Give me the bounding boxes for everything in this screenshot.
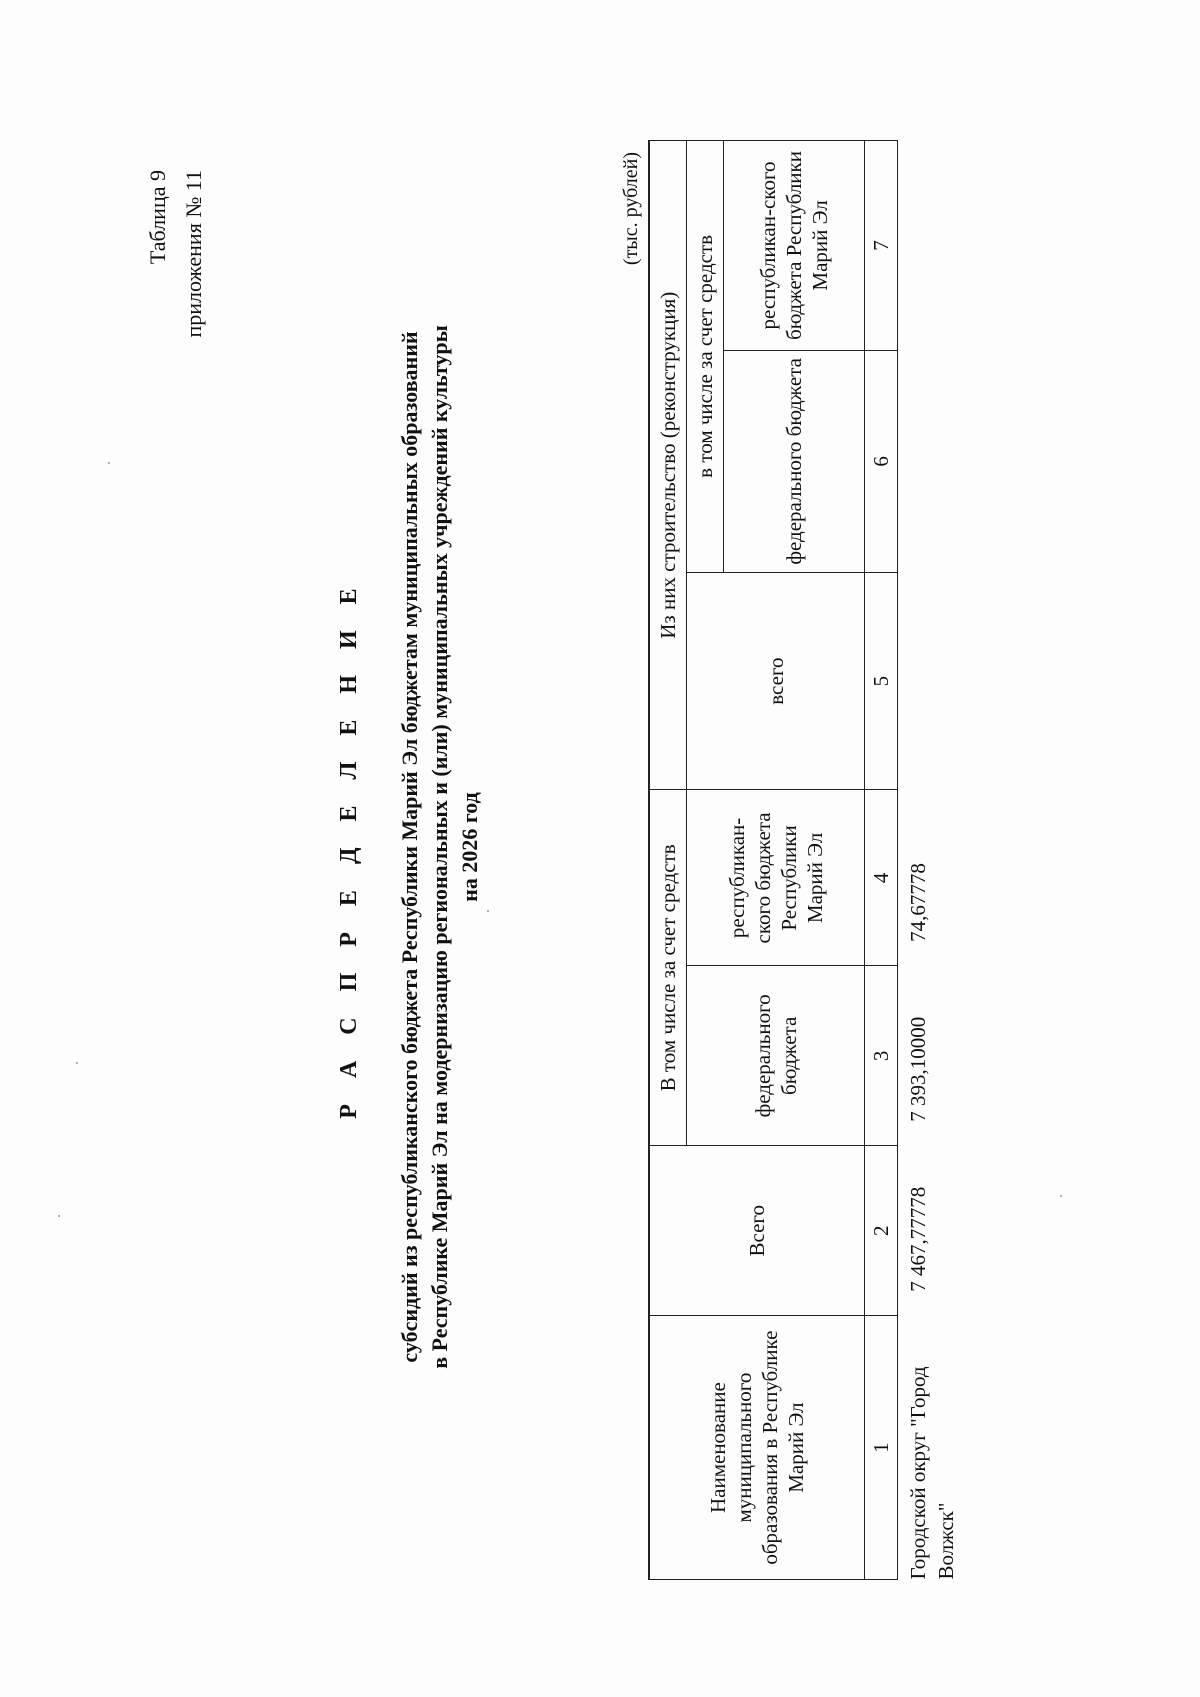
column-number: 6: [865, 350, 898, 572]
republic-value: 74,67778: [906, 863, 930, 942]
units-label: (тыс. рублей): [620, 152, 642, 266]
header-construction-republic: республикан-ского бюджета Республики Марий Эл: [724, 141, 865, 351]
document-subtitle: [395, 137, 485, 1557]
federal-value: 7 393,10000: [906, 1016, 930, 1122]
column-number: 7: [865, 141, 898, 351]
total-value: 7 467,77778: [906, 1186, 930, 1292]
column-number-row: [865, 141, 898, 1580]
column-number: 2: [865, 1146, 898, 1316]
construction-federal-value: [898, 350, 961, 572]
header-incl-group: В том числе за счет средств: [649, 790, 687, 1146]
distribution-table: [648, 140, 960, 1580]
header-name: Наименование муниципального образования в Республике Марий Эл: [649, 1316, 865, 1580]
document-title: Р А С П Р Е Д Е Л Е Н И Е: [336, 578, 362, 1119]
header-federal: федерального бюджета: [687, 966, 865, 1146]
header-construction-federal: федерального бюджета: [724, 350, 865, 572]
header-total: Всего: [649, 1146, 865, 1316]
header-construction-group: Из них строительство (реконструкция): [649, 141, 687, 790]
column-number: 5: [865, 572, 898, 790]
column-number: 4: [865, 790, 898, 966]
header-republic: республикан-ского бюджета Республики Марий Эл: [687, 790, 865, 966]
municipality-name: Городской округ "Город Волжск": [906, 1366, 958, 1580]
table-reference: [140, 170, 212, 338]
table-row: [898, 141, 961, 1580]
header-row-1: [649, 141, 687, 1580]
subtitle-line-2: в Республике Марий Эл на модернизацию региональных и (или) муниципальных учреждений культуры: [427, 325, 452, 1369]
construction-total-value: [898, 572, 961, 790]
table-label: Таблица 9: [145, 170, 170, 265]
subtitle-line-3: на 2026 год: [457, 792, 482, 902]
column-number: 1: [865, 1316, 898, 1580]
column-number: 3: [865, 966, 898, 1146]
header-construction-incl: в том числе за счет средств: [687, 141, 724, 573]
header-construction-total: всего: [687, 572, 865, 790]
annex-label: приложения № 11: [181, 170, 206, 338]
construction-republic-value: [898, 141, 961, 351]
subtitle-line-1: субсидий из республиканского бюджета Республики Марий Эл бюджетам муниципальных образований: [397, 331, 422, 1363]
